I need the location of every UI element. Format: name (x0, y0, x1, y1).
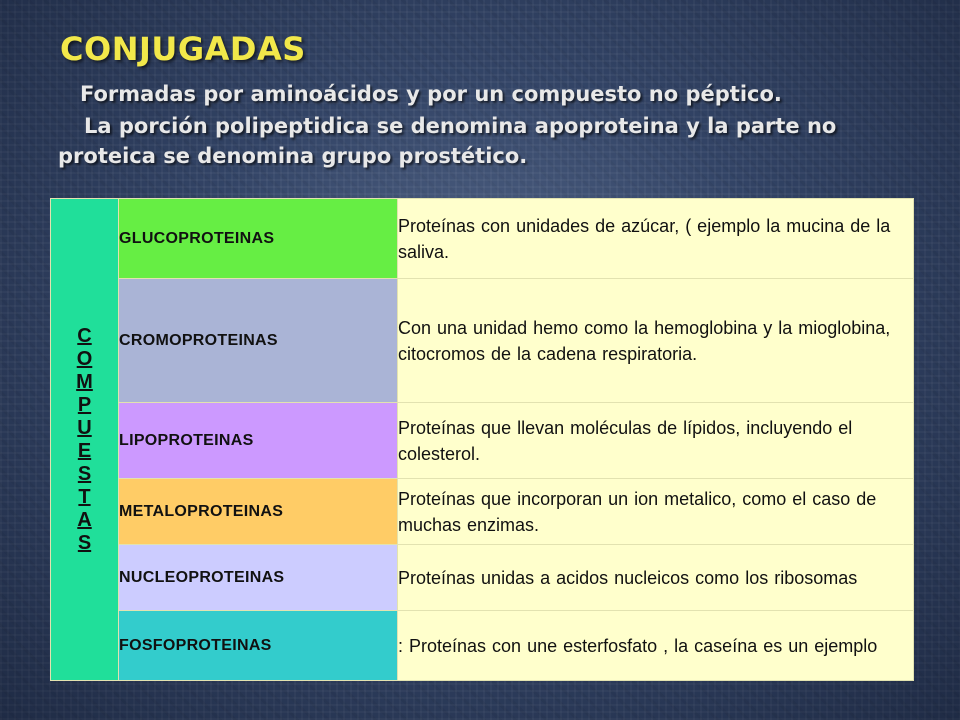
table-row (51, 199, 914, 279)
category-name: METALOPROTEINAS (119, 479, 398, 545)
slide-title: CONJUGADAS (60, 30, 306, 68)
category-description: : Proteínas con une esterfosfato , la caseína es un ejemplo (398, 611, 914, 681)
side-letter: A (77, 508, 92, 531)
table-row (51, 545, 914, 611)
side-letter: S (77, 531, 92, 554)
category-description: Proteínas que incorporan un ion metalico, como el caso de muchas enzimas. (398, 479, 914, 545)
category-name: LIPOPROTEINAS (119, 403, 398, 479)
side-letter: M (76, 370, 93, 393)
side-letter: O (76, 347, 93, 370)
compuestas-label (51, 199, 119, 681)
protein-table (50, 198, 914, 681)
category-description: Proteínas que llevan moléculas de lípidos, incluyendo el colesterol. (398, 403, 914, 479)
subtitle-line-2: La porción polipeptidica se denomina apoproteina y la parte no (84, 114, 837, 138)
table-row (51, 479, 914, 545)
table-row (51, 403, 914, 479)
side-letter: E (77, 439, 92, 462)
category-description: Con una unidad hemo como la hemoglobina y la mioglobina, citocromos de la cadena respiratoria. (398, 279, 914, 403)
table-row (51, 279, 914, 403)
side-letter: T (78, 485, 91, 508)
category-description: Proteínas con unidades de azúcar, ( ejemplo la mucina de la saliva. (398, 199, 914, 279)
subtitle-line-1: Formadas por aminoácidos y por un compuesto no péptico. (80, 82, 782, 106)
table-row (51, 611, 914, 681)
category-name: NUCLEOPROTEINAS (119, 545, 398, 611)
side-letter: S (77, 462, 92, 485)
category-description: Proteínas unidas a acidos nucleicos como los ribosomas (398, 545, 914, 611)
category-name: FOSFOPROTEINAS (119, 611, 398, 681)
side-letter: U (77, 416, 92, 439)
subtitle-line-3: proteica se denomina grupo prostético. (58, 144, 528, 168)
category-name: GLUCOPROTEINAS (119, 199, 398, 279)
category-name: CROMOPROTEINAS (119, 279, 398, 403)
side-letter: C (77, 324, 92, 347)
side-letter: P (77, 393, 92, 416)
